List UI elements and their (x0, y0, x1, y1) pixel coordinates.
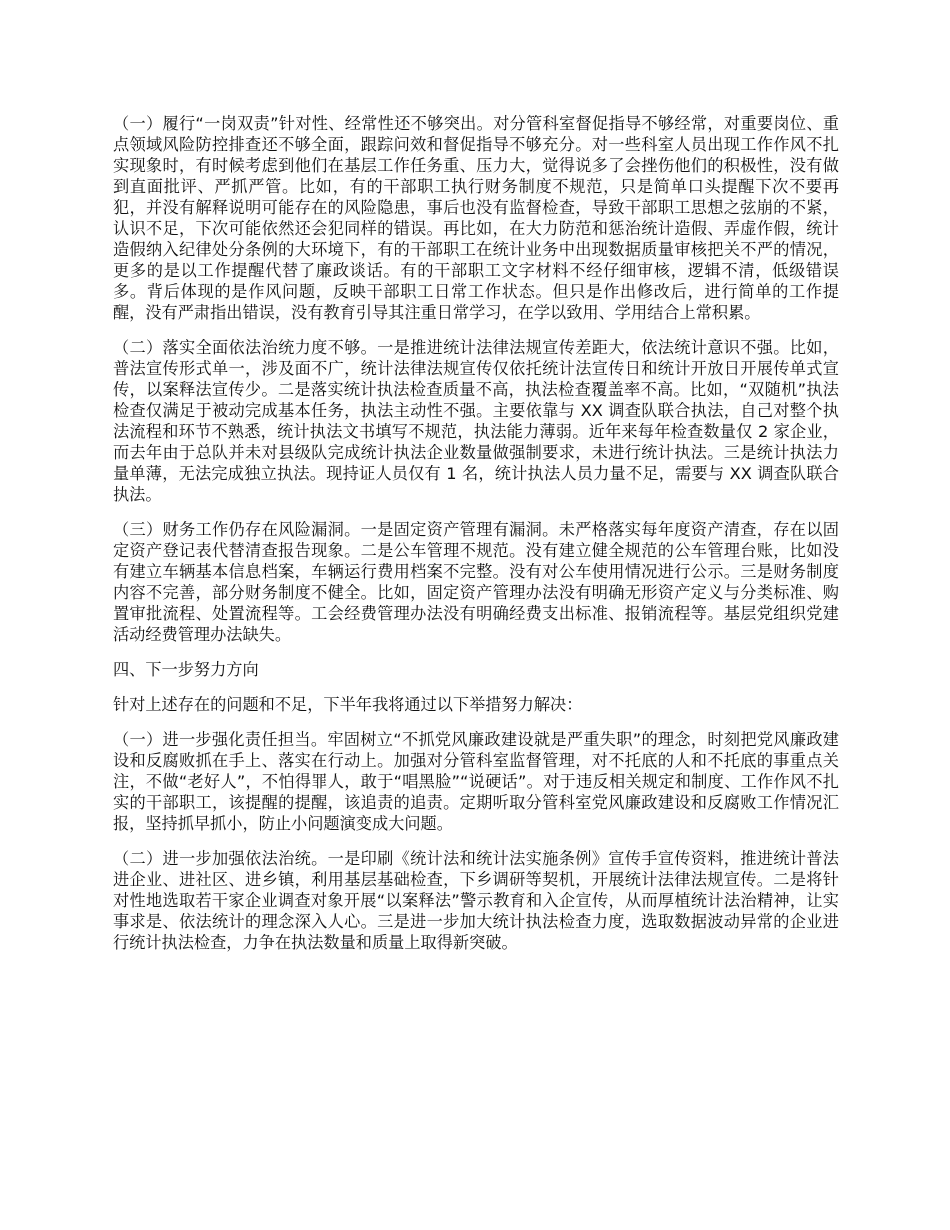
paragraph-section-3-1: （一）履行“一岗双责”针对性、经常性还不够突出。对分管科室督促指导不够经常，对重要岗位、重点领域风险防控排查还不够全面，跟踪问效和督促指导不够充分。对一些科室人员出现工作作风不扎实现象时，有时候考虑到他们在基层工作任务重、压力大，觉得说多了会挫伤他们的积极性，没有做到直面批评、严抓严管。比如，有的干部职工执行财务制度不规范，只是简单口头提醒下次不要再犯，并没有解释说明可能存在的风险隐患，事后也没有监督检查，导致干部职工思想之弦崩的不紧，认识不足，下次可能依然还会犯同样的错误。再比如，在大力防范和惩治统计造假、弄虚作假，统计造假纳入纪律处分条例的大环境下，有的干部职工在统计业务中出现数据质量审核把关不严的情况，更多的是以工作提醒代替了廉政谈话。有的干部职工文字材料不经仔细审核，逻辑不清，低级错误多。背后体现的是作风问题，反映干部职工日常工作状态。但只是作出修改后，进行简单的工作提醒，没有严肃指出错误，没有教育引导其注重日常学习，在学以致用、学用结合上常积累。 (113, 114, 839, 322)
paragraph-section-3-3: （三）财务工作仍存在风险漏洞。一是固定资产管理有漏洞。未严格落实每年度资产清查，存在以固定资产登记表代替清查报告现象。二是公车管理不规范。没有建立健全规范的公车管理台账，比如没有建立车辆基本信息档案，车辆运行费用档案不完整。没有对公车使用情况进行公示。三是财务制度内容不完善，部分财务制度不健全。比如，固定资产管理办法没有明确无形资产定义与分类标准、购置审批流程、处置流程等。工会经费管理办法没有明确经费支出标准、报销流程等。基层党组织党建活动经费管理办法缺失。 (113, 520, 839, 644)
section-heading-4: 四、下一步努力方向 (113, 660, 259, 679)
document-body (113, 113, 839, 967)
paragraph-section-4-1: （一）进一步强化责任担当。牢固树立“不抓党风廉政建设就是严重失职”的理念，时刻把党风廉政建设和反腐败抓在手上、落实在行动上。加强对分管科室监督管理，对不托底的人和不托底的事重点关注，不做“老好人”，不怕得罪人，敢于“唱黑脸”“说硬话”。对于违反相关规定和制度、工作作风不扎实的干部职工，该提醒的提醒，该追责的追责。定期听取分管科室党风廉政建设和反腐败工作情况汇报，坚持抓早抓小，防止小问题演变成大问题。 (113, 730, 839, 833)
paragraph-section-3-2: （二）落实全面依法治统力度不够。一是推进统计法律法规宣传差距大，依法统计意识不强。比如，普法宣传形式单一，涉及面不广，统计法律法规宣传仅依托统计法宣传日和统计开放日开展传单式宣传，以案释法宣传少。二是落实统计执法检查质量不高，执法检查覆盖率不高。比如，“双随机”执法检查仅满足于被动完成基本任务，执法主动性不强。主要依靠与 XX 调查队联合执法，自己对整个执法流程和环节不熟悉，统计执法文书填写不规范，执法能力薄弱。近年来每年检查数量仅 2 家企业，而去年由于总队并未对县级队完成统计执法企业数量做强制要求，未进行统计执法。三是统计执法力量单薄，无法完成独立执法。现持证人员仅有 1 名，统计执法人员力量不足，需要与 XX 调查队联合执法。 (113, 338, 839, 504)
paragraph-section-4-2: （二）进一步加强依法治统。一是印刷《统计法和统计法实施条例》宣传手宣传资料，推进统计普法进企业、进社区、进乡镇，利用基层基础检查，下乡调研等契机，开展统计法律法规宣传。二是将针对性地选取若干家企业调查对象开展“以案释法”警示教育和入企宣传，从而厚植统计法治精神，让实事求是、依法统计的理念深入人心。三是进一步加大统计执法检查力度，选取数据波动异常的企业进行统计执法检查，力争在执法数量和质量上取得新突破。 (113, 849, 839, 952)
paragraph-intro: 针对上述存在的问题和不足，下半年我将通过以下举措努力解决： (113, 695, 583, 714)
